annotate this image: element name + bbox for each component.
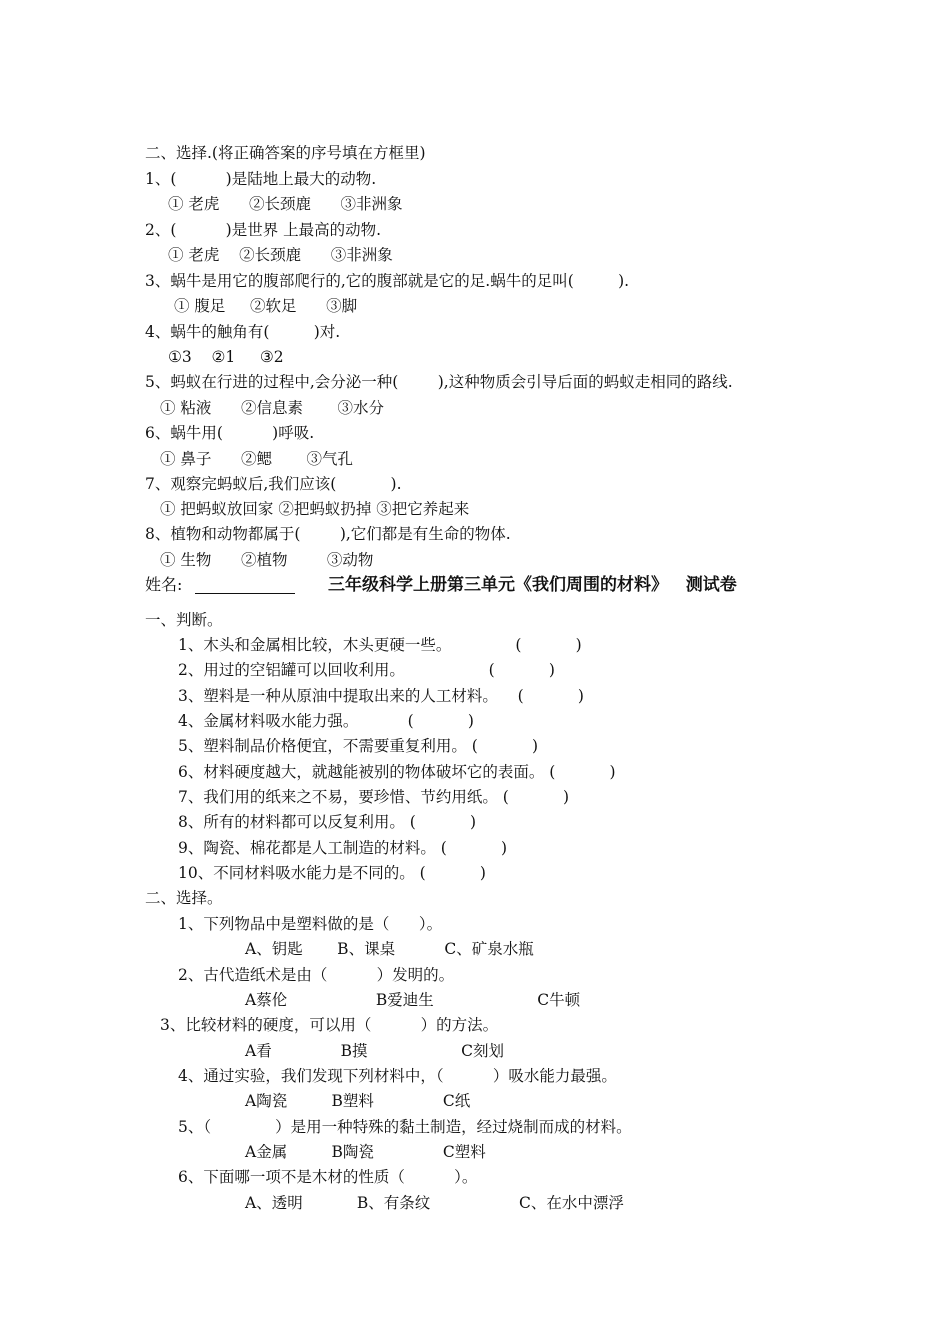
- options-line: A、透明 B、有条纹 C、在水中漂浮: [245, 1194, 624, 1212]
- options-line: ① 老虎 ②长颈鹿 ③非洲象: [168, 246, 393, 264]
- judge-item: 9、陶瓷、棉花都是人工制造的材料。 ( ): [178, 839, 508, 857]
- question-line: 8、植物和动物都属于( ),它们都是有生命的物体.: [145, 525, 511, 543]
- section-heading: 二、选择。: [145, 889, 223, 907]
- question-line: 2、古代造纸术是由（ ）发明的。: [178, 966, 455, 984]
- judge-item: 6、材料硬度越大，就越能被别的物体破坏它的表面。 ( ): [178, 763, 616, 781]
- options-line: A陶瓷 B塑料 C纸: [245, 1092, 471, 1110]
- judge-item: 8、所有的材料都可以反复利用。 ( ): [178, 813, 477, 831]
- options-line: ①3 ②1 ③2: [168, 348, 284, 366]
- options-line: A金属 B陶瓷 C塑料: [245, 1143, 486, 1161]
- question-line: 4、蜗牛的触角有( )对.: [145, 323, 341, 341]
- question-line: 5、蚂蚁在行进的过程中,会分泌一种( ),这种物质会引导后面的蚂蚁走相同的路线.: [145, 373, 733, 391]
- page-title: 三年级科学上册第三单元《我们周围的材料》 测试卷: [328, 575, 737, 595]
- options-line: A看 B摸 C刻划: [245, 1042, 505, 1060]
- question-line: 4、通过实验，我们发现下列材料中，（ ）吸水能力最强。: [178, 1067, 617, 1085]
- question-line: 1、下列物品中是塑料做的是（ ）。: [178, 915, 443, 933]
- question-line: 3、比较材料的硬度，可以用（ ）的方法。: [160, 1016, 499, 1034]
- judge-item: 5、塑料制品价格便宜，不需要重复利用。 ( ): [178, 737, 539, 755]
- options-line: ① 生物 ②植物 ③动物: [160, 551, 374, 569]
- question-line: 1、( )是陆地上最大的动物.: [145, 170, 377, 188]
- name-label: 姓名:: [145, 575, 183, 594]
- section-heading: 二、选择.(将正确答案的序号填在方框里): [145, 144, 426, 162]
- options-line: A蔡伦 B爱迪生 C牛顿: [245, 991, 581, 1009]
- options-line: ① 腹足 ②软足 ③脚: [174, 297, 358, 315]
- judge-item: 3、塑料是一种从原油中提取出来的人工材料。 ( ): [178, 687, 584, 705]
- question-line: 5、（ ）是用一种特殊的黏土制造，经过烧制而成的材料。: [178, 1118, 632, 1136]
- question-line: 6、下面哪一项不是木材的性质（ ）。: [178, 1168, 478, 1186]
- section-heading: 一、判断。: [145, 611, 223, 629]
- judge-item: 7、我们用的纸来之不易，要珍惜、节约用纸。 ( ): [178, 788, 570, 806]
- options-line: ① 鼻子 ②鳃 ③气孔: [160, 450, 353, 468]
- options-line: ① 把蚂蚁放回家 ②把蚂蚁扔掉 ③把它养起来: [160, 500, 470, 518]
- question-line: 7、观察完蚂蚁后,我们应该( ).: [145, 475, 402, 493]
- options-line: A、钥匙 B、课桌 C、矿泉水瓶: [245, 940, 534, 958]
- question-line: 2、( )是世界 上最高的动物.: [145, 221, 382, 239]
- question-line: 6、蜗牛用( )呼吸.: [145, 424, 315, 442]
- judge-item: 10、不同材料吸水能力是不同的。 ( ): [178, 864, 486, 882]
- judge-item: 2、用过的空铝罐可以回收利用。 ( ): [178, 661, 555, 679]
- options-line: ① 粘液 ②信息素 ③水分: [160, 399, 384, 417]
- options-line: ① 老虎 ②长颈鹿 ③非洲象: [168, 195, 403, 213]
- name-blank: [195, 593, 295, 594]
- judge-item: 4、金属材料吸水能力强。 ( ): [178, 712, 474, 730]
- question-line: 3、蜗牛是用它的腹部爬行的,它的腹部就是它的足.蜗牛的足叫( ).: [145, 272, 630, 290]
- judge-item: 1、木头和金属相比较，木头更硬一些。 ( ): [178, 636, 582, 654]
